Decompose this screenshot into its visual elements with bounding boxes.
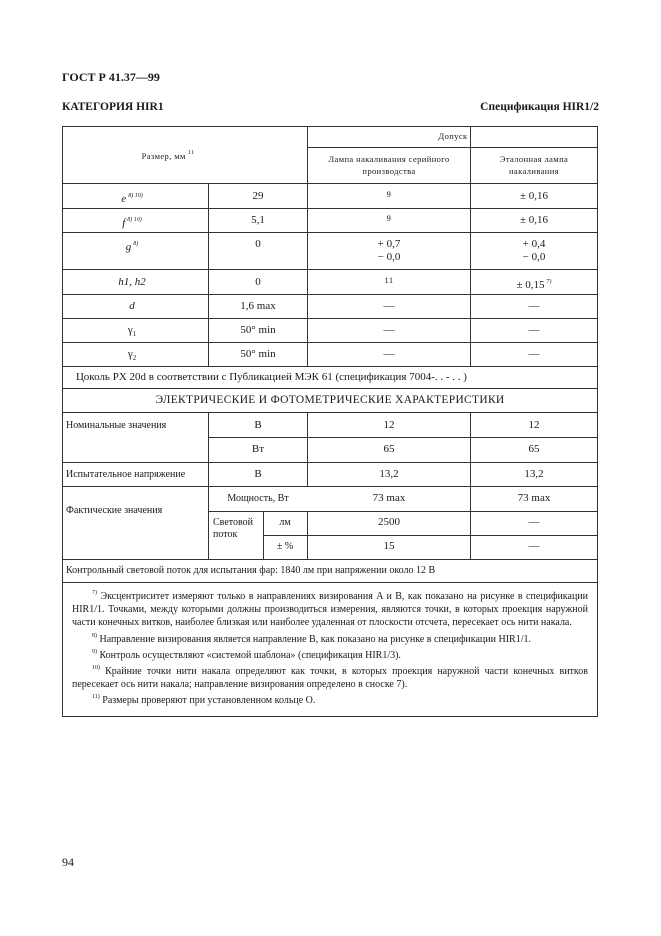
section-title: ЭЛЕКТРИЧЕСКИЕ И ФОТОМЕТРИЧЕСКИЕ ХАРАКТЕРИСТИКИ: [155, 394, 505, 406]
flux-lm-serial: 2500: [378, 516, 400, 528]
grid-line: [307, 511, 308, 559]
page-number: 94: [62, 855, 74, 869]
value-g: 0: [255, 238, 261, 250]
param-e: e $^{8) 10)}$: [121, 193, 143, 205]
serial-gamma1: —: [383, 324, 395, 336]
actual-values-label: Фактические значения: [66, 505, 163, 516]
serial-gamma2: —: [383, 348, 395, 360]
grid-line: [62, 486, 598, 487]
serial-g-minus: − 0,0: [377, 251, 401, 263]
nominal-power-etalon: 65: [528, 443, 540, 455]
serial-column-header-line1: Лампа накаливания серийного: [328, 154, 450, 164]
grid-line: [62, 388, 598, 389]
serial-d: —: [383, 300, 395, 312]
grid-line: [62, 183, 598, 184]
grid-line: [208, 437, 598, 438]
nominal-voltage-unit: В: [254, 419, 262, 431]
grid-line: [208, 511, 598, 512]
grid-line: [62, 342, 598, 343]
grid-line: [263, 535, 598, 536]
flux-unit-percent: ± %: [276, 541, 294, 552]
grid-line: [62, 582, 598, 583]
value-h1-h2: 0: [255, 276, 261, 288]
grid-line: [307, 147, 598, 148]
grid-line: [62, 366, 598, 367]
grid-line: [263, 511, 264, 559]
flux-label-line2: поток: [213, 529, 238, 540]
value-gamma2: 50° min: [240, 348, 276, 360]
grid-line: [208, 183, 209, 366]
power-label: Мощность, Вт: [227, 493, 289, 504]
etalon-g-minus: − 0,0: [522, 251, 546, 263]
test-voltage-label: Испытательное напряжение: [66, 469, 186, 480]
grid-line: [62, 208, 598, 209]
serial-column-header-line2: производства: [362, 166, 416, 176]
grid-line: [470, 412, 471, 559]
grid-line: [62, 412, 598, 413]
param-d: d: [129, 300, 135, 312]
param-g: g $^{8)}$: [125, 241, 139, 253]
footnote-11: $^{11)}$ Размеры проверяют при установленном кольце О.: [92, 694, 316, 707]
value-e: 29: [252, 190, 264, 202]
test-voltage-unit: В: [254, 468, 262, 480]
test-voltage-serial: 13,2: [379, 468, 399, 480]
value-f: 5,1: [251, 214, 265, 226]
etalon-g-plus: + 0,4: [522, 238, 546, 250]
serial-f: 9: [386, 213, 392, 223]
etalon-h1-h2: ± 0,15 $^{7)}$: [516, 279, 552, 291]
specification-title: Спецификация HIR1/2: [480, 101, 599, 113]
flux-lm-etalon: —: [528, 516, 540, 528]
value-d: 1,6 max: [240, 300, 276, 312]
footnotes: [72, 587, 588, 708]
nominal-values-label: Номинальные значения: [66, 420, 167, 431]
document-code: ГОСТ Р 41.37—99: [62, 70, 160, 84]
power-serial: 73 max: [372, 492, 406, 504]
grid-line: [208, 412, 209, 559]
footnote-9: $^{9)}$ Контроль осуществляют «системой шаблона» (спецификация HIR1/3).: [92, 648, 401, 661]
grid-line: [62, 294, 598, 295]
grid-line: [62, 232, 598, 233]
param-gamma2: $\gamma_2$: [127, 348, 137, 363]
flux-pct-etalon: —: [528, 540, 540, 552]
grid-line: [307, 126, 308, 366]
grid-line: [62, 462, 598, 463]
flux-unit-lm: лм: [279, 517, 291, 528]
param-h1-h2: h1, h2: [118, 276, 146, 288]
serial-g-plus: + 0,7: [377, 238, 401, 250]
nominal-power-serial: 65: [383, 443, 395, 455]
base-description: Цоколь PX 20d в соответствии с Публикацией МЭК 61 (спецификация 7004-. . - . . ): [76, 371, 467, 383]
etalon-column-header-line2: накаливания: [508, 166, 560, 176]
etalon-gamma1: —: [528, 324, 540, 336]
etalon-e: ± 0,16: [519, 190, 549, 202]
etalon-column-header-line1: Эталонная лампа: [499, 154, 569, 164]
nominal-voltage-etalon: 12: [528, 419, 540, 431]
nominal-voltage-serial: 12: [383, 419, 395, 431]
value-gamma1: 50° min: [240, 324, 276, 336]
etalon-f: ± 0,16: [519, 214, 549, 226]
flux-pct-serial: 15: [383, 540, 395, 552]
etalon-gamma2: —: [528, 348, 540, 360]
grid-line: [62, 318, 598, 319]
grid-line: [307, 412, 308, 487]
param-f: f $^{8) 10)}$: [122, 217, 142, 229]
footnote-7: $^{7)}$ Эксцентриситет измеряют только в направлениях визирования A и B, как показано на рисунке в спецификации HIR1/1. Точками, между которыми должны производиться измерения, являются точки, в которых проекция наружной части конечных витков, наиболее близкая или наиболее удаленная от плоскости отсчета, пересекает ось нити накала.: [72, 590, 588, 629]
footnote-8: $^{8)}$ Направление визирования является направление B, как показано на рисунке в спецификации HIR1/1.: [92, 632, 531, 645]
footnote-10: $^{10)}$ Крайние точки нити накала определяют как точки, в которых проекция наружной части конечных витков пересекает ось нити накала; направление визирования определено в сноске 7).: [72, 665, 589, 691]
category-title: КАТЕГОРИЯ HIR1: [62, 101, 164, 113]
serial-h1-h2: 11: [384, 275, 394, 285]
etalon-d: —: [528, 300, 540, 312]
param-gamma1: $\gamma_1$: [127, 324, 137, 339]
grid-line: [62, 269, 598, 270]
size-column-header: Размер, мм $^{11}$: [141, 150, 195, 161]
power-etalon: 73 max: [517, 492, 551, 504]
tolerance-column-header: Допуск: [438, 131, 468, 141]
test-voltage-etalon: 13,2: [524, 468, 544, 480]
flux-label-line1: Световой: [213, 517, 254, 528]
serial-e: 9: [386, 189, 392, 199]
grid-line: [62, 559, 598, 560]
grid-line: [470, 126, 471, 366]
nominal-power-unit: Вт: [251, 443, 265, 455]
control-flux-text: Контрольный световой поток для испытания фар: 1840 лм при напряжении около 12 В: [66, 565, 436, 576]
